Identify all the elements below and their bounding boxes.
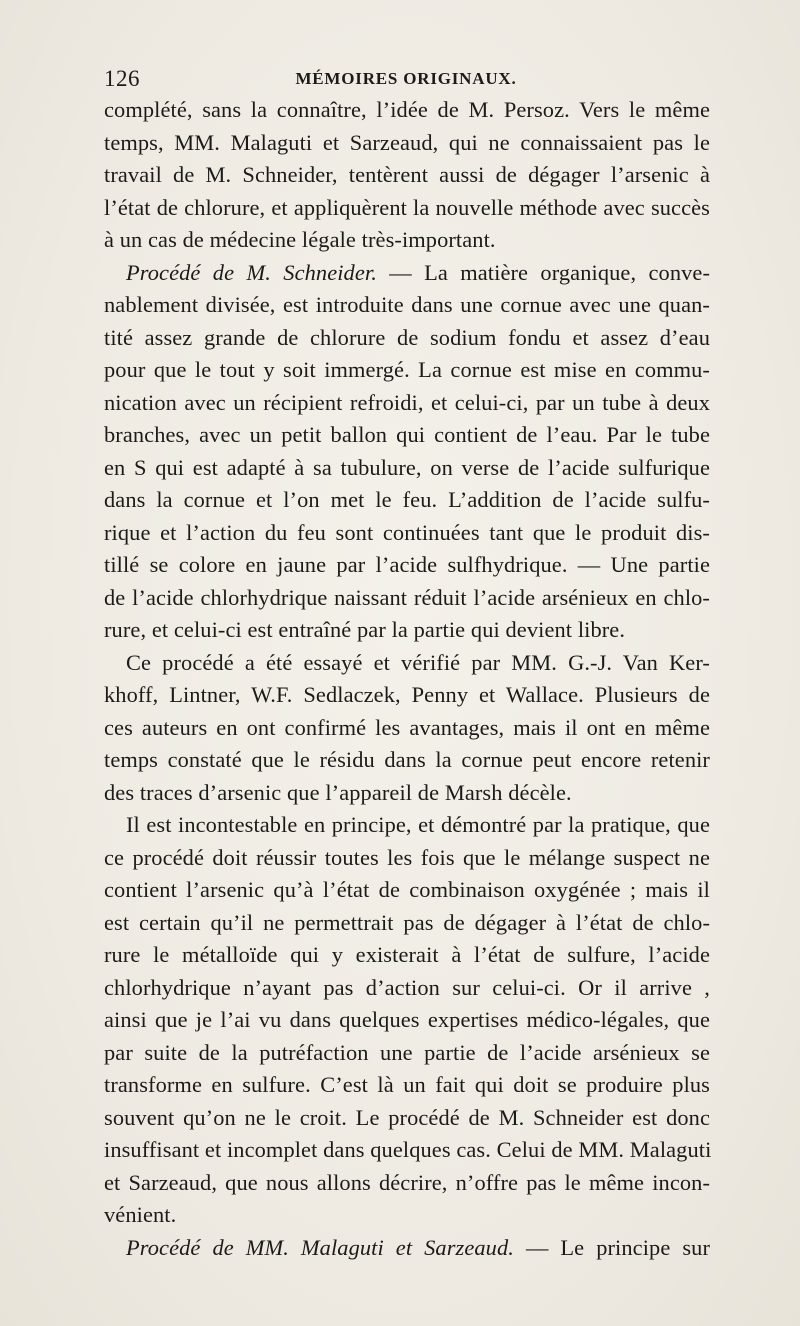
text-line: des traces d’arsenic que l’appareil de Marsh décèle. xyxy=(104,779,572,805)
section-heading: Procédé de M. Schneider. xyxy=(126,259,377,285)
text-line: ce procédé doit réussir toutes les fois que le mélange suspect ne xyxy=(104,844,710,870)
text-line: de l’acide chlorhydrique naissant réduit l’acide arsénieux en chlo- xyxy=(104,584,710,610)
text-line: rique et l’action du feu sont continuées tant que le produit dis- xyxy=(104,519,710,545)
text-line: chlorhydrique n’ayant pas d’action sur celui-ci. Or il arrive , xyxy=(104,974,710,1000)
section-heading-line xyxy=(104,257,710,290)
text-line: rure le métalloïde qui y existerait à l’état de sulfure, l’acide xyxy=(104,942,710,967)
text-line: dans la cornue et l’on met le feu. L’addition de l’acide sulfu- xyxy=(104,487,710,512)
text-line: tillé se colore en jaune par l’acide sulfhydrique. — Une partie xyxy=(104,552,710,577)
text-line: nication avec un récipient refroidi, et celui-ci, par un tube à deux xyxy=(104,389,710,415)
text-line: en S qui est adapté à sa tubulure, on verse de l’acide sulfurique xyxy=(104,454,710,480)
body-text xyxy=(104,94,710,1264)
text-line: khoff, Lintner, W.F. Sedlaczek, Penny et Wallace. Plusieurs de xyxy=(104,682,710,707)
section-heading: Procédé de MM. Malaguti et Sarzeaud. xyxy=(126,1234,514,1260)
text-line: branches, avec un petit ballon qui contient de l’eau. Par le tube xyxy=(104,422,710,447)
text-line: contient l’arsenic qu’à l’état de combinaison oxygénée ; mais il xyxy=(104,877,710,902)
text-line: temps, MM. Malaguti et Sarzeaud, qui ne connaissaient pas le xyxy=(104,129,710,155)
text-line: rure, et celui-ci est entraîné par la partie qui devient libre. xyxy=(104,617,626,642)
text-line: vénient. xyxy=(104,1202,177,1227)
text-line: temps constaté que le résidu dans la cornue peut encore retenir xyxy=(104,747,710,772)
text-line: l’état de chlorure, et appliquèrent la nouvelle méthode avec succès xyxy=(104,194,710,220)
text-line: par suite de la putréfaction une partie de l’acide arsénieux se xyxy=(104,1039,710,1065)
text-line: complété, sans la connaître, l’idée de M. Persoz. Vers le même xyxy=(104,97,710,122)
text-line: et Sarzeaud, que nous allons décrire, n’offre pas le même incon- xyxy=(104,1169,710,1195)
page-header xyxy=(104,66,708,94)
text-line: insuffisant et incomplet dans quelques cas. Celui de MM. Malaguti xyxy=(104,1137,712,1162)
text-line: à un cas de médecine légale très-important. xyxy=(104,227,496,252)
text-line: nablement divisée, est introduite dans une cornue avec une quan- xyxy=(104,292,710,317)
text-line: ces auteurs en ont confirmé les avantages, mais il ont en même xyxy=(104,714,710,740)
text-line: Il est incontestable en principe, et démontré par la pratique, que xyxy=(126,812,710,837)
text-line-rest: — La matière organique, conve- xyxy=(376,259,710,285)
page-number: 126 xyxy=(104,66,140,91)
text-line: souvent qu’on ne le croit. Le procédé de M. Schneider est donc xyxy=(104,1104,710,1130)
text-line-rest: — Le principe sur xyxy=(513,1234,710,1260)
text-line: transforme en sulfure. C’est là un fait qui doit se produire plus xyxy=(104,1072,710,1097)
text-line: tité assez grande de chlorure de sodium fondu et assez d’eau xyxy=(104,324,710,350)
text-line: pour que le tout y soit immergé. La cornue est mise en commu- xyxy=(104,357,710,382)
text-line: travail de M. Schneider, tentèrent aussi de dégager l’arsenic à xyxy=(104,162,710,187)
running-title: MÉMOIRES ORIGINAUX. xyxy=(295,69,517,88)
text-line: ainsi que je l’ai vu dans quelques expertises médico-légales, que xyxy=(104,1007,710,1032)
text-line: est certain qu’il ne permettrait pas de dégager à l’état de chlo- xyxy=(104,909,710,935)
text-line: Ce procédé a été essayé et vérifié par MM. G.-J. Van Ker- xyxy=(126,649,710,675)
section-heading-line xyxy=(104,1232,710,1265)
